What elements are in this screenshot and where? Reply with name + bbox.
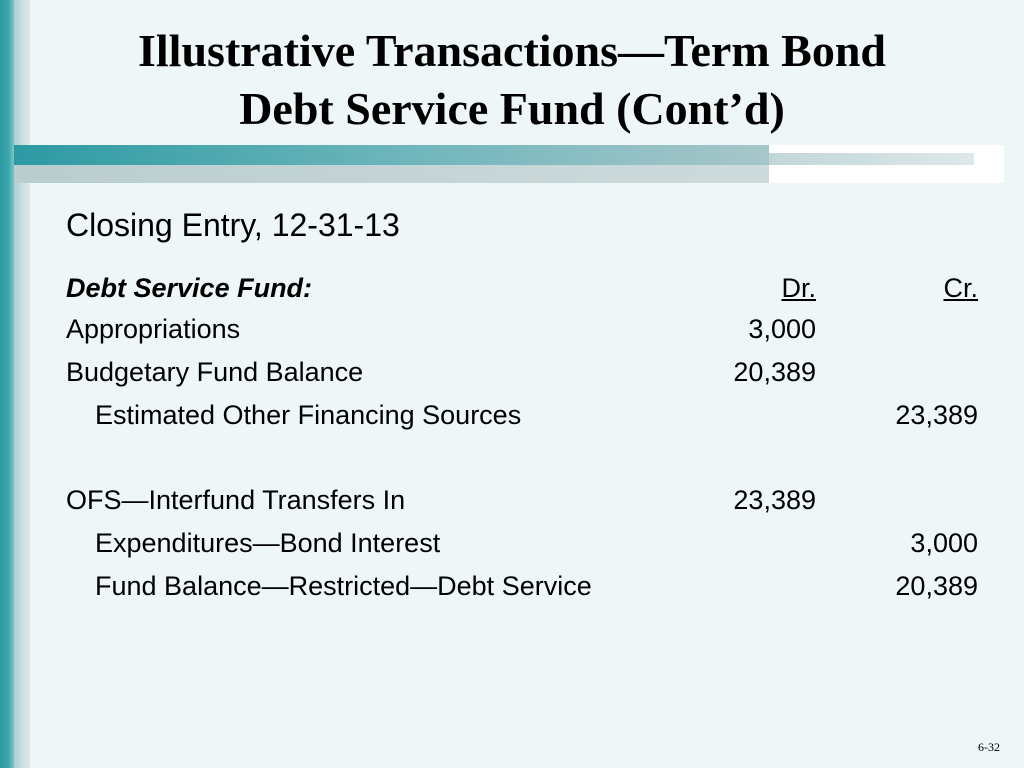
credit-amount: 23,389 [895, 400, 978, 430]
journal-entry-table [66, 268, 978, 608]
left-accent-bar [0, 0, 14, 768]
journal-row [66, 565, 978, 608]
account-name: Appropriations [66, 314, 241, 344]
credit-amount: 3,000 [910, 528, 978, 558]
account-name: Expenditures—Bond Interest [95, 528, 441, 558]
account-name: Fund Balance—Restricted—Debt Service [95, 571, 592, 601]
debit-amount: 23,389 [733, 485, 816, 515]
slide-title-line-1: Illustrative Transactions—Term Bond [138, 25, 886, 76]
account-name: Budgetary Fund Balance [66, 357, 364, 387]
journal-row [66, 308, 978, 351]
title-divider-band [14, 145, 1004, 183]
credit-amount: 20,389 [895, 571, 978, 601]
journal-header-row [66, 268, 978, 308]
journal-row [66, 522, 978, 565]
left-accent-bar-light [14, 0, 30, 768]
slide-number: 6-32 [978, 740, 1000, 754]
debit-amount: 20,389 [733, 357, 816, 387]
slide-title [40, 22, 984, 138]
account-name: OFS—Interfund Transfers In [66, 485, 406, 515]
slide-title-line-2: Debt Service Fund (Cont’d) [239, 83, 785, 134]
debit-column-header: Dr. [781, 273, 816, 303]
closing-entry-heading: Closing Entry, 12-31-13 [66, 207, 400, 243]
account-name: Estimated Other Financing Sources [95, 400, 522, 430]
journal-row [66, 394, 978, 437]
journal-row [66, 351, 978, 394]
fund-name-header: Debt Service Fund: [66, 273, 313, 303]
debit-amount: 3,000 [748, 314, 816, 344]
journal-row [66, 479, 978, 522]
credit-column-header: Cr. [943, 273, 978, 303]
